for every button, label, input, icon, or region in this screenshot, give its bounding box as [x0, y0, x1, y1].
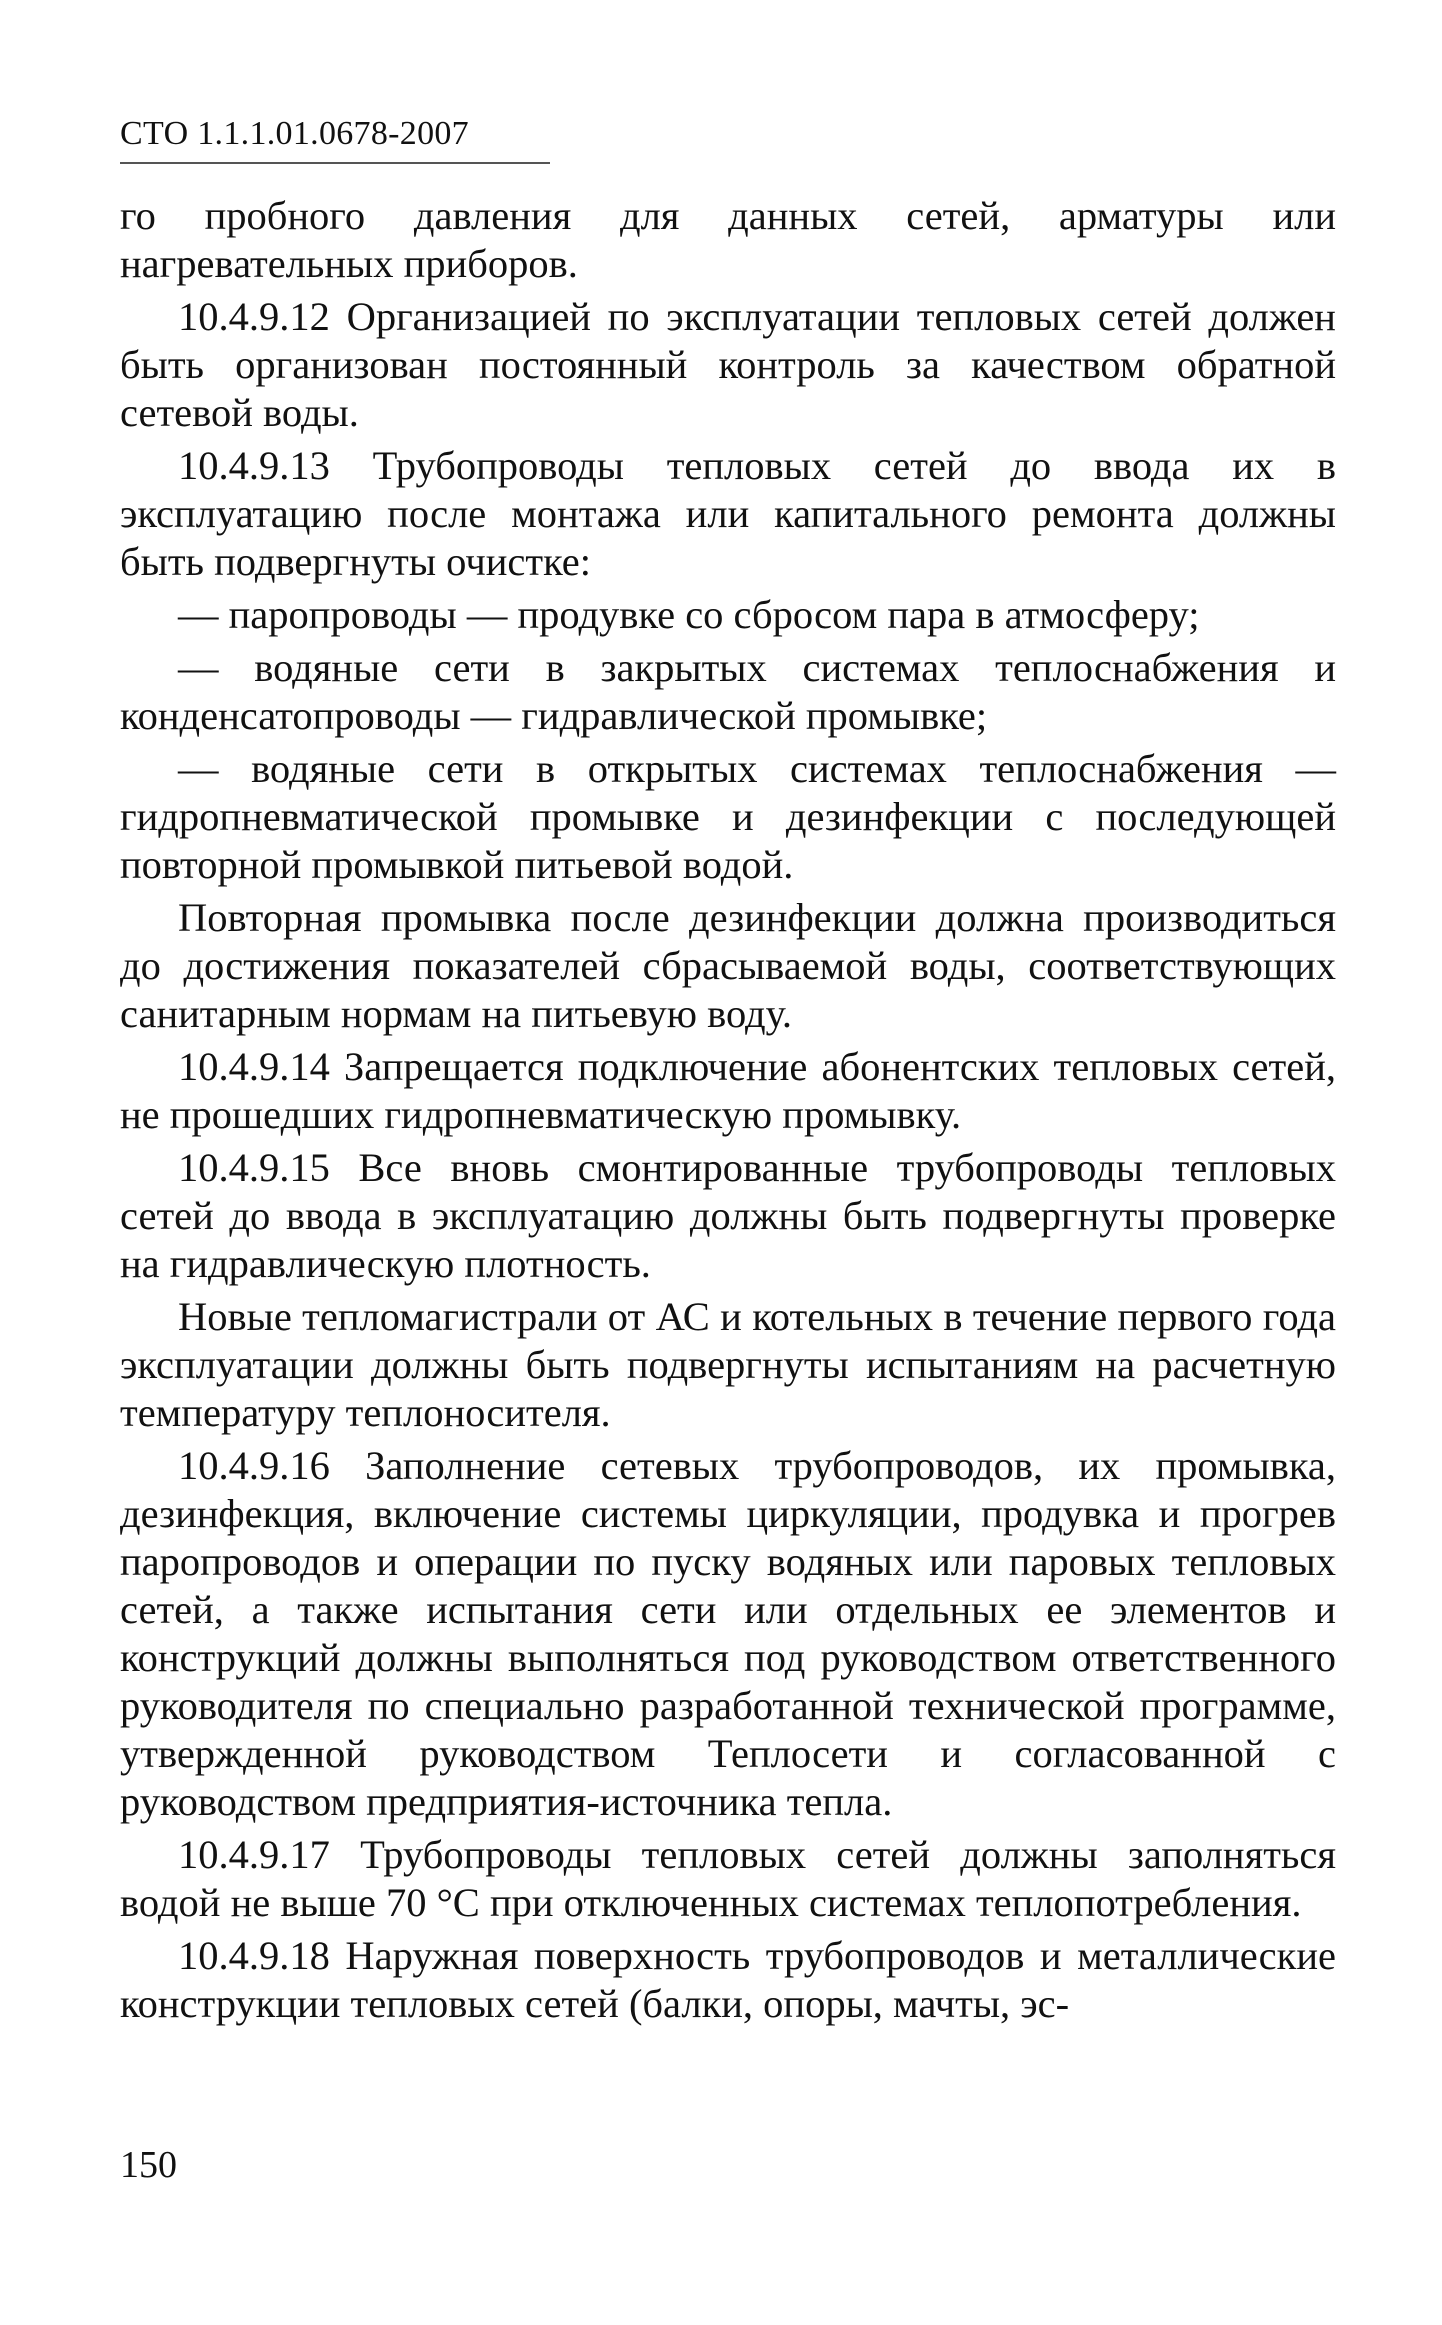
running-header [120, 112, 550, 164]
list-item-closed-systems: — водяные сети в закрытых системах теплоснабжения и конденсатопроводы — гидравлической промывке; [120, 645, 1336, 738]
page-number: 150 [120, 2144, 177, 2186]
document-code: СТО 1.1.1.01.0678-2007 [120, 115, 469, 152]
paragraph-10-4-9-16: 10.4.9.16 Заполнение сетевых трубопроводов, их промывка, дезинфекция, включение системы циркуляции, продувка и прогрев паропроводов и операции по пуску водяных или паровых тепловых сетей, а также испытания сети или отдельных ее элементов и конструкций должны выполняться под руководством ответственного руководителя по специально разработанной технической программе, утвержденной руководством Теплосети и согласованной с руководством предприятия-источника тепла. [120, 1443, 1336, 1824]
paragraph-repeat-flushing: Повторная промывка после дезинфекции должна производиться до достижения показателей сбрасываемой воды, соответствующих санитарным нормам на питьевую воду. [120, 895, 1336, 1036]
paragraph-10-4-9-12: 10.4.9.12 Организацией по эксплуатации тепловых сетей должен быть организован постоянный контроль за качеством обратной сетевой воды. [120, 294, 1336, 435]
paragraph-10-4-9-18: 10.4.9.18 Наружная поверхность трубопроводов и металлические конструкции тепловых сетей (балки, опоры, мачты, эс- [120, 1933, 1336, 2026]
body-text [120, 192, 1336, 2028]
paragraph-10-4-9-14: 10.4.9.14 Запрещается подключение абонентских тепловых сетей, не прошедших гидропневматическую промывку. [120, 1044, 1336, 1137]
paragraph-10-4-9-15: 10.4.9.15 Все вновь смонтированные трубопроводы тепловых сетей до ввода в эксплуатацию должны быть подвергнуты проверке на гидравлическую плотность. [120, 1145, 1336, 1286]
list-item-open-systems: — водяные сети в открытых системах теплоснабжения — гидропневматической промывке и дезинфекции с последующей повторной промывкой питьевой водой. [120, 746, 1336, 887]
paragraph-10-4-9-13: 10.4.9.13 Трубопроводы тепловых сетей до ввода их в эксплуатацию после монтажа или капитального ремонта должны быть подвергнуты очистке: [120, 443, 1336, 584]
list-item-steam-pipes: — паропроводы — продувке со сбросом пара в атмосферу; [178, 592, 1200, 637]
paragraph-new-mains: Новые тепломагистрали от АС и котельных в течение первого года эксплуатации должны быть подвергнуты испытаниям на расчетную температуру теплоносителя. [120, 1294, 1336, 1435]
header-rule [120, 162, 550, 164]
paragraph-10-4-9-17: 10.4.9.17 Трубопроводы тепловых сетей должны заполняться водой не выше 70 °С при отключенных системах теплопотребления. [120, 1832, 1336, 1925]
paragraph-continuation: го пробного давления для данных сетей, арматуры или нагревательных приборов. [120, 193, 1336, 286]
